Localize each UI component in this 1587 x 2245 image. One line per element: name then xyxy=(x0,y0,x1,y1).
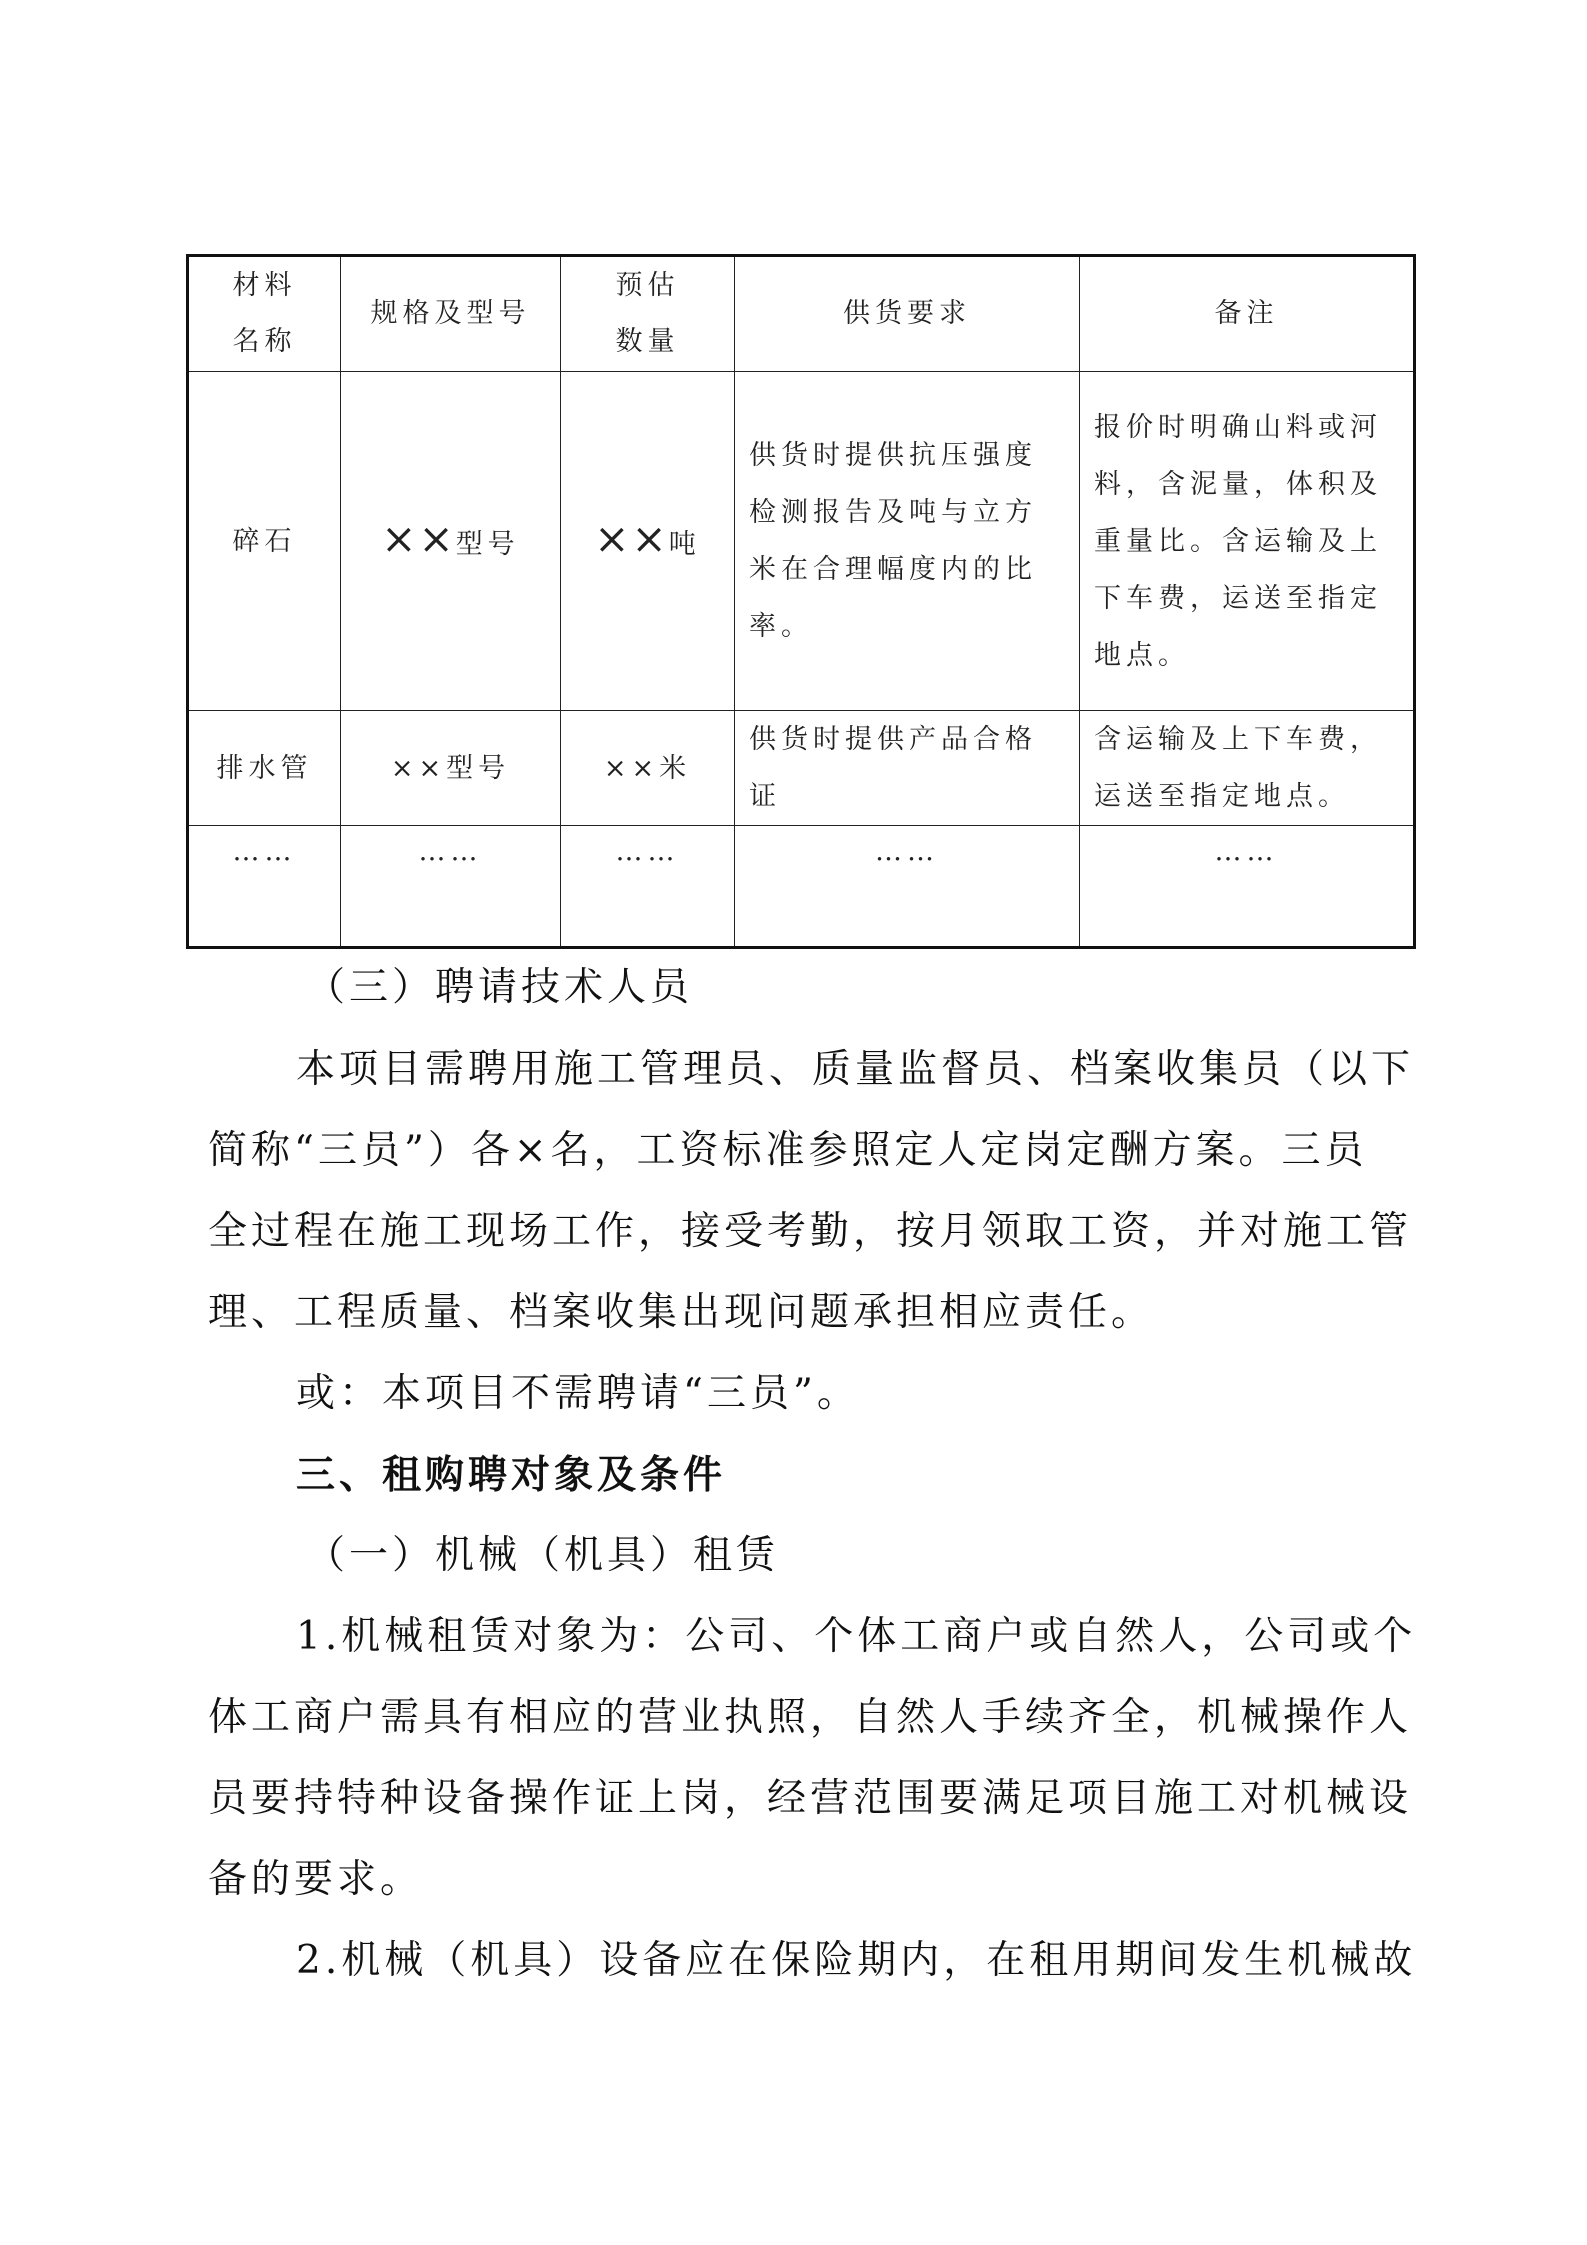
cell-spec xyxy=(341,372,561,711)
cell-name: 排水管 xyxy=(188,711,341,826)
header-material-name: 材料 名称 xyxy=(188,256,341,372)
table-row xyxy=(188,711,1415,826)
heading-technical-staff: （三）聘请技术人员 xyxy=(306,965,694,1010)
table-row xyxy=(188,372,1415,711)
paragraph-line: 备的要求。 xyxy=(208,1857,424,1902)
paragraph-alt: 或：本项目不需聘请“三员”。 xyxy=(296,1371,860,1416)
cell-quantity: …… xyxy=(561,826,735,948)
paragraph-line: 2.机械（机具）设备应在保险期内，在租用期间发生机械故 xyxy=(296,1938,1417,1983)
cell-name: 碎石 xyxy=(188,372,341,711)
paragraph-line: 本项目需聘用施工管理员、质量监督员、档案收集员（以下 xyxy=(296,1047,1415,1092)
cell-remark: 含运输及上下车费，运送至指定地点。 xyxy=(1080,711,1415,826)
cell-spec: …… xyxy=(341,826,561,948)
cell-remark: 报价时明确山料或河料，含泥量，体积及重量比。含运输及上下车费，运送至指定地点。 xyxy=(1080,372,1415,711)
section-heading: 三、租购聘对象及条件 xyxy=(296,1452,727,1498)
table-row xyxy=(188,826,1415,948)
cell-quantity xyxy=(561,372,735,711)
paragraph-line: 体工商户需具有相应的营业执照，自然人手续齐全，机械操作人 xyxy=(208,1695,1413,1740)
materials-table xyxy=(186,254,1416,949)
table-header-row xyxy=(188,256,1415,372)
spec-unit: 型号 xyxy=(455,528,520,560)
header-remark: 备注 xyxy=(1080,256,1415,372)
paragraph-line: 全过程在施工现场工作，接受考勤，按月领取工资，并对施工管 xyxy=(208,1209,1413,1254)
header-quantity: 预估 数量 xyxy=(561,256,735,372)
paragraph-line: 简称“三员”）各×名，工资标准参照定人定岗定酬方案。三员 xyxy=(208,1128,1368,1173)
spec-mark: ×× xyxy=(381,513,456,563)
header-requirement: 供货要求 xyxy=(735,256,1080,372)
cell-requirement: 供货时提供抗压强度检测报告及吨与立方米在合理幅度内的比率。 xyxy=(735,372,1080,711)
cell-remark: …… xyxy=(1080,826,1415,948)
paragraph-line: 理、工程质量、档案收集出现问题承担相应责任。 xyxy=(208,1290,1155,1335)
cell-requirement: 供货时提供产品合格证 xyxy=(735,711,1080,826)
cell-spec: ××型号 xyxy=(341,711,561,826)
qty-mark: ×× xyxy=(594,513,669,563)
cell-requirement: …… xyxy=(735,826,1080,948)
paragraph-line: 员要持特种设备操作证上岗，经营范围要满足项目施工对机械设 xyxy=(208,1776,1413,1821)
paragraph-line: 1.机械租赁对象为：公司、个体工商户或自然人，公司或个 xyxy=(296,1614,1417,1659)
subsection-heading: （一）机械（机具）租赁 xyxy=(306,1533,780,1578)
header-spec: 规格及型号 xyxy=(341,256,561,372)
qty-unit: 吨 xyxy=(668,528,701,560)
cell-name: …… xyxy=(188,826,341,948)
cell-quantity: ××米 xyxy=(561,711,735,826)
